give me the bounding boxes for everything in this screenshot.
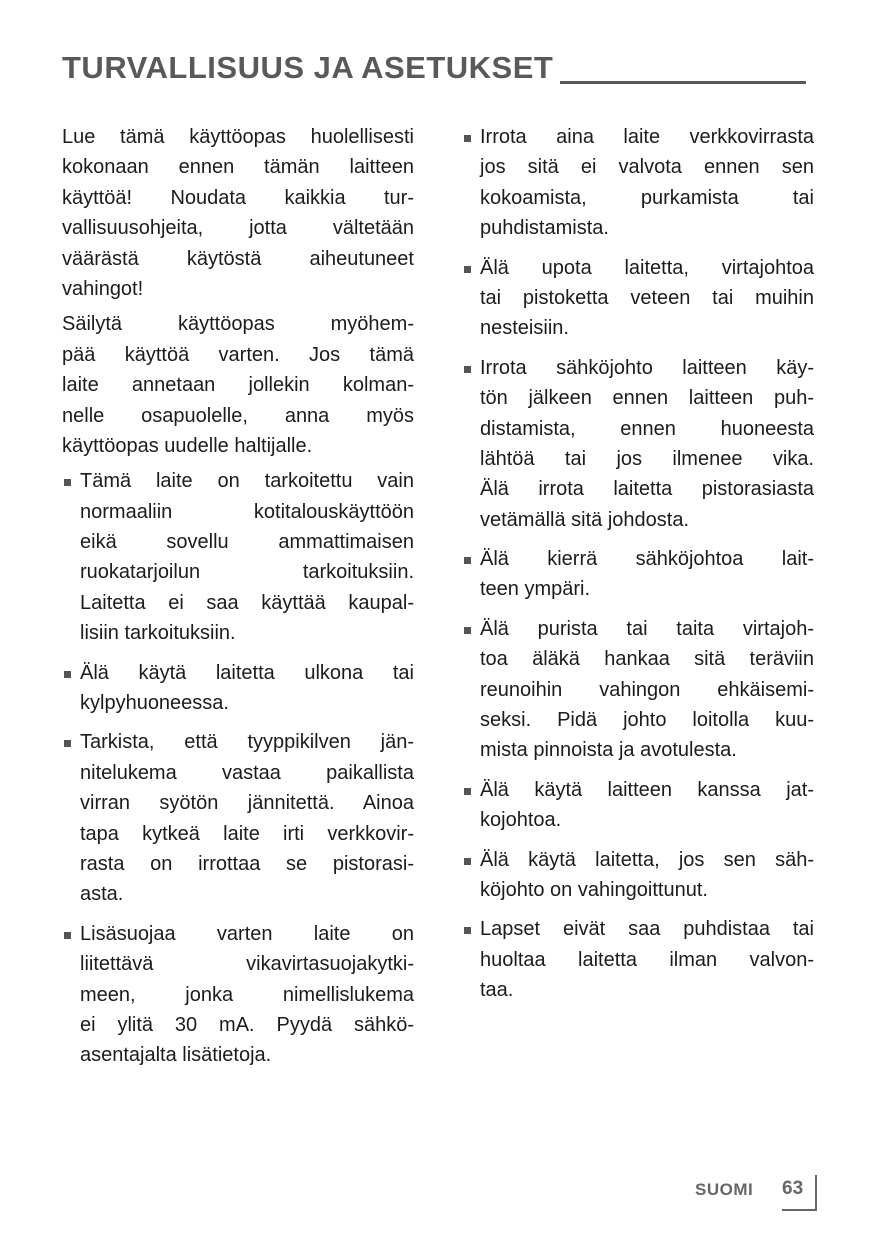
text-line: jos sitä ei valvota ennen sen [480, 156, 814, 179]
text-line: lisiin tarkoituksiin. [80, 622, 236, 645]
text-line: normaaliin kotitalouskäyttöön [80, 500, 414, 523]
bullet-item [462, 353, 814, 535]
bullet-square-icon [64, 740, 71, 747]
text-line: Tarkista, että tyyppikilven jän- [80, 731, 414, 754]
text-line: käyttöopas uudelle haltijalle. [62, 434, 313, 457]
bullet-item [62, 919, 414, 1071]
text-line: Säilytä käyttöopas myöhem- [62, 313, 414, 336]
left-column [62, 122, 414, 1080]
bullet-item [462, 775, 814, 836]
text-line: ruokatarjoilun tarkoituksiin. [80, 561, 414, 584]
text-line: meen, jonka nimellislukema [80, 983, 414, 1006]
bullet-item [462, 122, 814, 244]
text-line: huoltaa laitetta ilman valvon- [480, 948, 814, 971]
footer-language: SUOMI [695, 1180, 754, 1199]
text-line: Lapset eivät saa puhdistaa tai [480, 918, 814, 941]
paragraph [62, 122, 414, 304]
footer-rule-horizontal [782, 1209, 817, 1211]
text-line: Irrota aina laite verkkovirrasta [480, 126, 814, 148]
text-line: puhdistamista. [480, 217, 609, 240]
text-line: vallisuusohjeita, jotta vältetään [62, 217, 414, 240]
text-line: seksi. Pidä johto loitolla kuu- [480, 709, 814, 732]
text-line: väärästä käytöstä aiheutuneet [62, 247, 414, 270]
text-line: kokoamista, purkamista tai [480, 186, 814, 209]
bullet-item [462, 614, 814, 766]
text-line: nelle osapuolelle, anna myös [62, 404, 414, 427]
text-line: Älä käytä laitetta ulkona tai [80, 661, 414, 684]
text-line: Lisäsuojaa varten laite on [80, 922, 414, 945]
text-line: Laitetta ei saa käyttää kaupal- [80, 591, 414, 614]
text-line: Lue tämä käyttöopas huolellisesti [62, 126, 414, 148]
text-line: eikä sovellu ammattimaisen [80, 531, 414, 554]
bullet-square-icon [64, 932, 71, 939]
bullet-square-icon [464, 927, 471, 934]
text-line: Älä käytä laitteen kanssa jat- [480, 778, 814, 801]
text-line: nitelukema vastaa paikallista [80, 761, 414, 784]
bullet-square-icon [464, 788, 471, 795]
bullet-item [62, 466, 414, 648]
bullet-square-icon [464, 557, 471, 564]
text-line: tai pistoketta veteen tai muihin [480, 286, 814, 309]
text-line: liitettävä vikavirtasuojakytki- [80, 953, 414, 976]
bullet-item [462, 845, 814, 906]
text-line: teen ympäri. [480, 578, 591, 601]
page-title: TURVALLISUUS JA ASETUKSET [62, 50, 554, 85]
text-line: laite annetaan jollekin kolman- [62, 374, 414, 397]
right-column [462, 122, 814, 1015]
bullet-square-icon [464, 135, 471, 142]
bullet-item [462, 914, 814, 1005]
bullet-item [462, 544, 814, 605]
bullet-square-icon [464, 366, 471, 373]
text-line: Irrota sähköjohto laitteen käy- [480, 356, 814, 379]
bullet-square-icon [464, 627, 471, 634]
text-line: rasta on irrottaa se pistorasi- [80, 852, 414, 875]
text-line: Älä upota laitetta, virtajohtoa [480, 256, 814, 279]
paragraph [62, 309, 414, 461]
text-line: nesteisiin. [480, 317, 569, 340]
text-line: vetämällä sitä johdosta. [480, 508, 690, 531]
text-line: asentajalta lisätietoja. [80, 1044, 272, 1067]
page-number: 63 [782, 1178, 804, 1199]
footer-rule-vertical [815, 1175, 817, 1211]
text-line: Tämä laite on tarkoitettu vain [80, 470, 414, 493]
title-rule [560, 81, 806, 84]
text-line: distamista, ennen huoneesta [480, 417, 814, 440]
bullet-square-icon [64, 479, 71, 486]
text-line: käyttöä! Noudata kaikkia tur- [62, 186, 414, 209]
text-line: reunoihin vahingon ehkäisemi- [480, 678, 814, 701]
text-line: taa. [480, 979, 514, 1002]
text-line: toa äläkä hankaa sitä teräviin [480, 648, 814, 671]
bullet-square-icon [64, 671, 71, 678]
text-line: kokonaan ennen tämän laitteen [62, 156, 414, 179]
text-line: lähtöä tai jos ilmenee vika. [480, 447, 814, 470]
text-line: kylpyhuoneessa. [80, 692, 229, 715]
text-line: Älä irrota laitetta pistorasiasta [480, 478, 814, 501]
text-line: mista pinnoista ja avotulesta. [480, 739, 737, 762]
bullet-item [62, 727, 414, 909]
text-line: pää käyttöä varten. Jos tämä [62, 343, 414, 366]
bullet-item [62, 658, 414, 719]
text-line: vahingot! [62, 277, 144, 300]
bullet-square-icon [464, 858, 471, 865]
text-line: ei ylitä 30 mA. Pyydä sähkö- [80, 1013, 414, 1036]
text-line: asta. [80, 883, 124, 906]
bullet-square-icon [464, 266, 471, 273]
text-line: tapa kytkeä laite irti verkkovir- [80, 822, 414, 845]
text-line: kojohtoa. [480, 809, 562, 832]
text-line: virran syötön jännitettä. Ainoa [80, 792, 414, 815]
bullet-item [462, 253, 814, 344]
text-line: Älä kierrä sähköjohtoa lait- [480, 548, 814, 571]
text-line: Älä purista tai taita virtajoh- [480, 617, 814, 640]
text-line: tön jälkeen ennen laitteen puh- [480, 387, 814, 410]
text-line: köjohto on vahingoittunut. [480, 878, 708, 901]
text-line: Älä käytä laitetta, jos sen säh- [480, 848, 814, 871]
